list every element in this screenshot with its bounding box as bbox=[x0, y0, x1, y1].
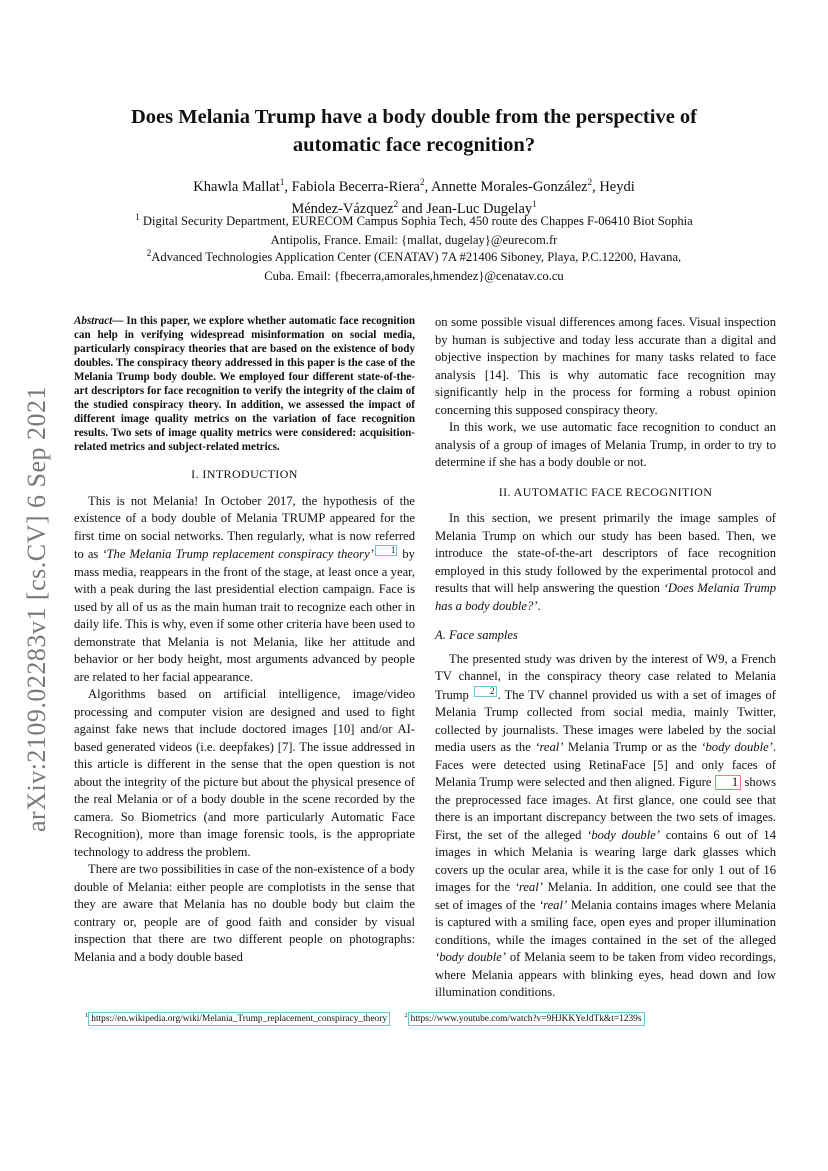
affiliation-text: Advanced Technologies Application Center (CENATAV) 7A #21406 Siboney, Playa, P.C.12200, Havana, bbox=[151, 250, 682, 264]
emphasis-text: ‘body double’ bbox=[587, 827, 660, 842]
footnote-number: 2 bbox=[404, 1012, 408, 1019]
emphasis-text: ‘real’ bbox=[538, 897, 568, 912]
emphasis-text: ‘real’ bbox=[535, 740, 564, 755]
face-samples-paragraph bbox=[435, 651, 776, 1002]
footnote-2-link[interactable]: https://www.youtube.com/watch?v=9HJKKYeJdTk&t=1239s bbox=[408, 1012, 645, 1026]
intro-paragraph-3: There are two possibilities in case of the non-existence of a body double of Melania: either people are complotists in the sense that they are aware that Melania has no double body but claim the contrary or, people are of good faith and consider by visual inspection that there are two different people on photographs: Melania and a body double based bbox=[74, 862, 415, 964]
arxiv-identifier: arXiv:2109.02283v1 [cs.CV] 6 Sep 2021 bbox=[22, 385, 51, 832]
paragraph-text: The presented study was driven by the interest of W9, a French TV channel, in the conspiracy theory case related to Melania Trump bbox=[435, 651, 776, 702]
abstract-text: — In this paper, we explore whether automatic face recognition can help in verifying widespread misinformation on social media, particularly conspiracy theories that are based on the existence of body doubles. The conspiracy theory addressed in this paper is the case of the Melania Trump body double. We employed four different state-of-the-art descriptors for face recognition to verify the integrity of the claim of the studied conspiracy theory. In addition, we assessed the impact of different image quality metrics on the variation of face recognition results. Two sets of image quality metrics were considered: acquisition-related metrics and subject-related metrics. bbox=[74, 315, 415, 453]
paragraph-text: . Faces were detected using RetinaFace [5] and only faces of Melania Trump were selected and then aligned. Figure bbox=[435, 740, 777, 790]
footnote-ref-2[interactable]: 2 bbox=[474, 686, 497, 697]
affiliation-2 bbox=[80, 248, 748, 286]
footnote-1-link[interactable]: https://en.wikipedia.org/wiki/Melania_Trump_replacement_conspiracy_theory bbox=[88, 1012, 390, 1026]
author-affil-mark: 1 bbox=[279, 177, 285, 188]
subsection-heading-face-samples: A. Face samples bbox=[435, 628, 518, 642]
paragraph-text: Melania Trump or as the bbox=[563, 740, 702, 755]
footnote-1 bbox=[85, 1012, 390, 1026]
authors-line-1 bbox=[80, 176, 748, 198]
footnote-ref-1[interactable]: 1 bbox=[375, 545, 398, 556]
affiliation-1-line-1 bbox=[80, 212, 748, 231]
figure-ref-1[interactable]: 1 bbox=[715, 775, 741, 790]
affil-mark: 1 bbox=[135, 211, 140, 222]
author-name: , Heydi bbox=[592, 179, 635, 195]
author-name: , Fabiola Becerra-Riera bbox=[284, 179, 420, 195]
paragraph-text: Melania. In addition, one could see that the set of images of the bbox=[435, 880, 777, 912]
right-column bbox=[435, 314, 776, 1002]
paragraph-text: contains 6 out of 14 images in which Melania is wearing large dark glasses which covers up the ocular area, while it is the case for only 1 out of 16 images for the bbox=[435, 827, 777, 895]
affil-mark: 2 bbox=[146, 247, 152, 258]
author-name: Khawla Mallat bbox=[193, 179, 280, 195]
intro-paragraph-2: Algorithms based on artificial intelligence, image/video processing and computer vision are designed and used to fight against fake news that include doctored images [10] and/or AI-based generated videos (i.e. deepfakes) [7]. The issue addressed in this article is different in the sense that the open question is not about the integrity of the picture but about the physical presence of the real Melania or of a body double in the scene recorded by the camera. So Biometrics (and more particularly Automatic Face Recognition), more than image forensic tools, is the appropriate technology to address the problem. bbox=[74, 687, 415, 859]
footnote-number: 1 bbox=[85, 1012, 89, 1019]
paragraph-text: In this section, we present primarily the image samples of Melania Trump on which our study has been based. Then, we introduce the state-of-the-art descriptors of face recognition employed in this study followed by the experimental protocol and results that will help answering the question bbox=[435, 511, 776, 595]
paragraph-text: This is not Melania! In October 2017, the hypothesis of the existence of a body double of Melania TRUMP appeared for the first time on social networks. Then regularly, what is now referred to as bbox=[74, 493, 415, 562]
section2-paragraph-1 bbox=[435, 510, 776, 615]
paragraph-text: . The TV channel provided us with a set of images of Melania Trump collected from social media, mainly Twitter, collected by journalists. These images were labeled by the social media users as the bbox=[435, 687, 776, 755]
paragraph-text: Melania contains images where Melania is captured with a smiling face, open eyes and proper illumination conditions, while the images contained in the set of the alleged bbox=[435, 897, 776, 947]
abstract bbox=[74, 314, 415, 454]
left-column bbox=[74, 314, 415, 966]
arxiv-side-stamp bbox=[22, 372, 62, 832]
footnote-2 bbox=[404, 1012, 644, 1026]
author-name: Méndez-Vázquez bbox=[291, 201, 394, 217]
abstract-label: Abstract bbox=[74, 315, 113, 327]
author-affil-mark: 1 bbox=[532, 199, 537, 210]
emphasis-text: ‘body double’ bbox=[435, 950, 506, 965]
paper-title bbox=[80, 103, 748, 159]
footnotes bbox=[85, 1012, 745, 1026]
emphasis-text: ‘real’ bbox=[514, 880, 543, 895]
author-affil-mark: 2 bbox=[420, 177, 425, 188]
affiliation-2-line-1 bbox=[80, 248, 748, 267]
intro-paragraph-4: In this work, we use automatic face recognition to conduct an analysis of a group of images of Melania Trump, in order to try to determine if she has a body double or not. bbox=[435, 420, 776, 469]
title-line-1: Does Melania Trump have a body double from the perspective of bbox=[130, 106, 697, 128]
emphasis-text: ‘Does Melania Trump has a body double?’ bbox=[435, 581, 776, 613]
author-affil-mark: 2 bbox=[587, 177, 593, 188]
author-name: and Jean-Luc Dugelay bbox=[398, 201, 533, 217]
paragraph-text: of Melania seem to be taken from video recordings, where Melania appears with blinking eyes, head down and low illumination conditions. bbox=[435, 950, 776, 1000]
affiliation-1 bbox=[80, 212, 748, 250]
paragraph-text: . bbox=[537, 598, 541, 613]
affiliation-2-line-2: Cuba. Email: {fbecerra,amorales,hmendez}@cenatav.co.cu bbox=[264, 269, 564, 283]
emphasis-text: ‘The Melania Trump replacement conspiracy theory’ bbox=[102, 547, 374, 562]
author-affil-mark: 2 bbox=[393, 199, 399, 210]
emphasis-text: ‘body double’ bbox=[701, 740, 773, 755]
section-heading-introduction: I. INTRODUCTION bbox=[191, 467, 298, 481]
affiliation-1-line-2: Antipolis, France. Email: {mallat, dugelay}@eurecom.fr bbox=[270, 233, 558, 247]
intro-paragraph-1 bbox=[74, 493, 415, 687]
intro-paragraph-3-cont: on some possible visual differences among faces. Visual inspection by human is subjective and today less accurate than a digital and objective inspection by machines for many tasks related to face analysis [14]. This is why automatic face recognition may significantly help in the process for forming a robust opinion concerning this supposed conspiracy theory. bbox=[435, 315, 776, 417]
affiliation-text: Digital Security Department, EURECOM Campus Sophia Tech, 450 route des Chappes F-06410 Biot Sophia bbox=[139, 214, 693, 228]
section-heading-face-recognition: II. AUTOMATIC FACE RECOGNITION bbox=[498, 484, 713, 499]
paragraph-text: shows the preprocessed face images. At first glance, one could see that there is an important discrepancy between the two sets of images. First, the set of the alleged bbox=[435, 775, 777, 842]
author-name: , Annette Morales-González bbox=[424, 179, 588, 195]
title-line-2: automatic face recognition? bbox=[292, 134, 536, 156]
paragraph-text: by mass media, reappears in the front of the stage, at least once a year, with a peak during the last presidential election campaign. Face is used by all of us as the main human trait to recognize each other in daily life. This is why, even if some other criteria have been used to demonstrate that Melania is not Melania, like her attitude and behavior or her body height, most arguments advanced by people are related to her facial appearance. bbox=[74, 547, 415, 684]
